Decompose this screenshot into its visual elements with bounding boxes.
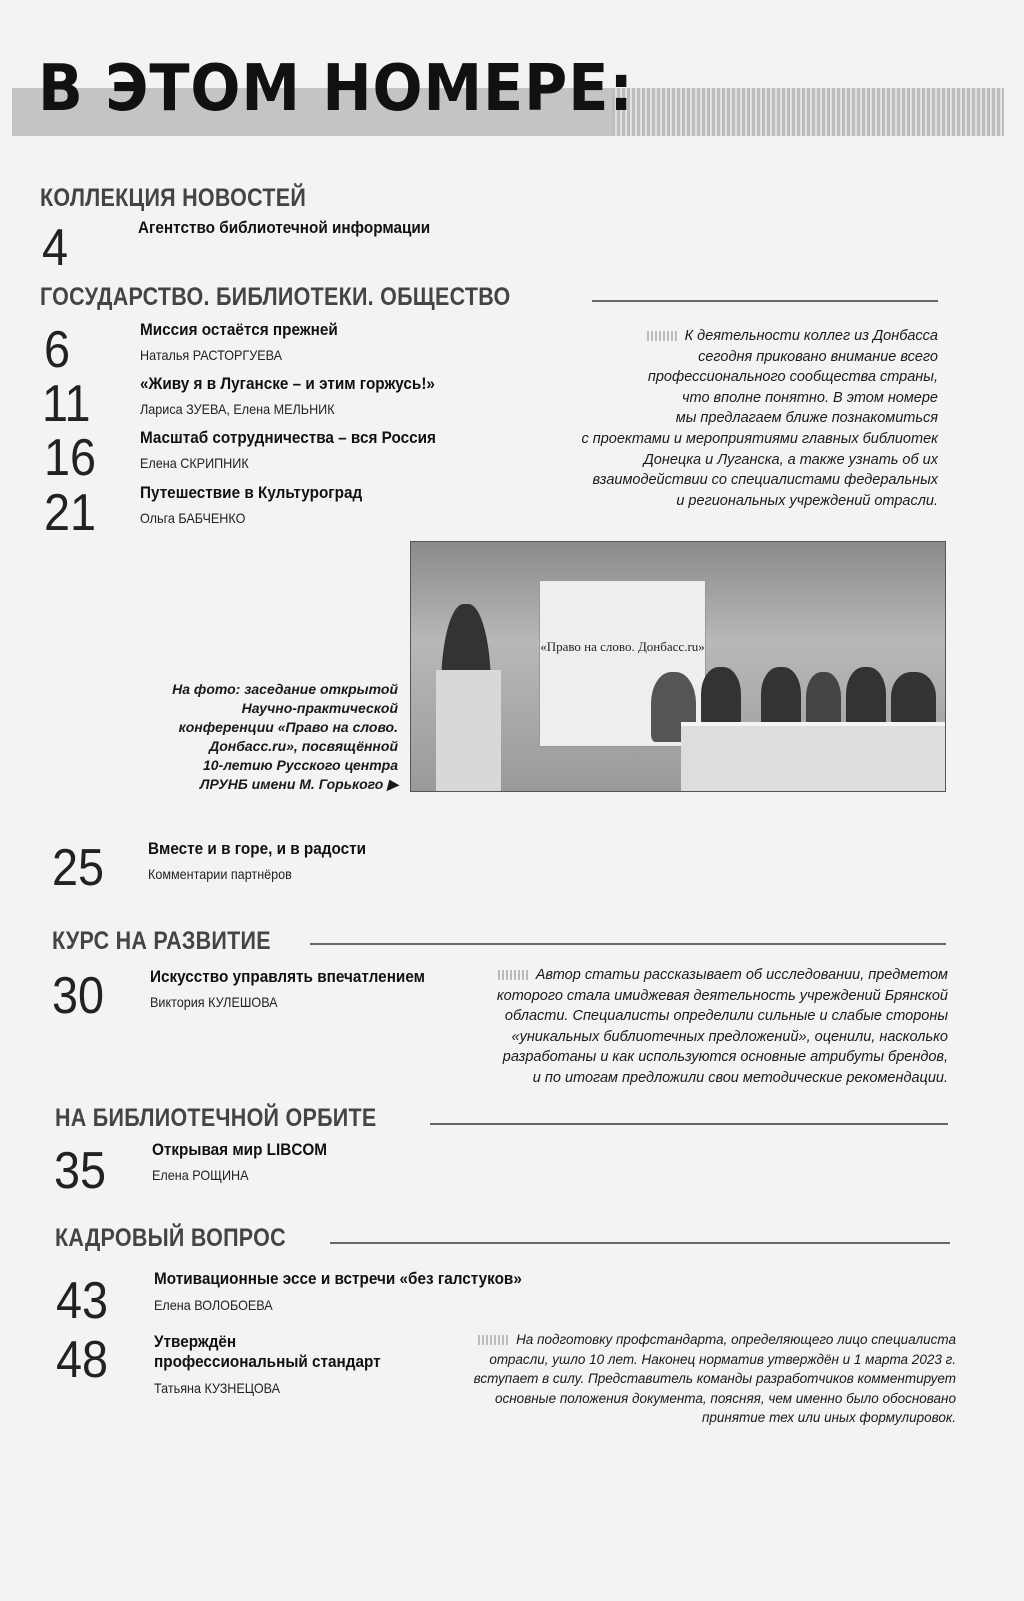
article-author: Комментарии партнёров bbox=[148, 866, 292, 882]
article-author: Елена РОЩИНА bbox=[152, 1167, 249, 1183]
article-title[interactable]: Вместе и в горе, и в радости bbox=[148, 839, 367, 858]
photo-banner: «Право на слово. Донбасс.ru» bbox=[539, 580, 706, 747]
article-author: Наталья РАСТОРГУЕВА bbox=[140, 347, 283, 363]
panel-figure bbox=[846, 667, 886, 727]
page-number: 21 bbox=[44, 484, 97, 542]
section-heading: КОЛЛЕКЦИЯ НОВОСТЕЙ bbox=[40, 184, 307, 212]
article-title-continued[interactable]: профессиональный стандарт bbox=[154, 1352, 381, 1371]
section-rule bbox=[310, 943, 946, 945]
page-number: 16 bbox=[44, 429, 97, 487]
page-number: 25 bbox=[52, 839, 105, 897]
page-number: 43 bbox=[56, 1272, 109, 1330]
conference-table bbox=[681, 722, 946, 791]
article-title[interactable]: «Живу я в Луганске – и этим горжусь!» bbox=[140, 374, 435, 393]
page-title: В ЭТОМ НОМЕРЕ: bbox=[38, 52, 634, 126]
article-title[interactable]: Агентство библиотечной информации bbox=[138, 218, 431, 237]
panel-figure bbox=[891, 672, 936, 727]
page-number: 6 bbox=[44, 321, 71, 379]
photo-caption: На фото: заседание открытой Научно-практической конференции «Право на слово. Донбасс.ru», посвящённой 10-летию Русского центра ЛРУНБ имени М. Горького ▶ bbox=[172, 681, 398, 792]
article-author: Виктория КУЛЕШОВА bbox=[150, 994, 278, 1010]
article-author: Елена ВОЛОБОЕВА bbox=[154, 1297, 273, 1313]
section-rule bbox=[330, 1242, 950, 1244]
panel-figure bbox=[806, 672, 841, 727]
article-title[interactable]: Утверждён bbox=[154, 1332, 237, 1351]
blurb-marker-icon bbox=[498, 970, 528, 980]
page-number: 35 bbox=[54, 1142, 107, 1200]
blurb-marker-icon bbox=[478, 1335, 508, 1345]
article-title[interactable]: Искусство управлять впечатлением bbox=[150, 967, 425, 986]
blurb-marker-icon bbox=[647, 331, 677, 341]
section-blurb: Автор статьи рассказывает об исследовании, предметом которого стала имиджевая деятельность учреждений Брянской области. Специалисты определили сильные и слабые стороны «уникальных библиотечных предложений», оценили, насколько разработаны и как используются основные атрибуты брендов, и по итогам предложили свои методические рекомендации. bbox=[496, 967, 948, 1086]
article-title[interactable]: Путешествие в Культуроград bbox=[140, 483, 363, 502]
page-number: 30 bbox=[52, 967, 105, 1025]
section-blurb: К деятельности коллег из Донбасса сегодня приковано внимание всего профессионального сообщества страны, что вполне понятно. В этом номере мы предлагаем ближе познакомиться с проектами и мероприятиями главных библиотек Донецка и Луганска, а также узнать об их взаимодействии со специалистами федеральных и региональных учреждений отрасли. bbox=[581, 328, 938, 509]
page-number: 4 bbox=[42, 219, 69, 277]
section-heading: ГОСУДАРСТВО. БИБЛИОТЕКИ. ОБЩЕСТВО bbox=[40, 283, 511, 311]
panel-figure bbox=[701, 667, 741, 727]
section-heading: НА БИБЛИОТЕЧНОЙ ОРБИТЕ bbox=[55, 1104, 377, 1132]
article-title[interactable]: Мотивационные эссе и встречи «без галстуков» bbox=[154, 1269, 522, 1288]
conference-photo bbox=[410, 541, 946, 792]
page-number: 11 bbox=[42, 375, 91, 433]
section-blurb: На подготовку профстандарта, определяющего лицо специалиста отрасли, ушло 10 лет. Наконец норматив утверждён и 1 марта 2023 г. вступает в силу. Представитель команды разработчиков комментирует основные положения документа, поясняя, чем именно было обосновано принятие тех или иных формулировок. bbox=[473, 1332, 956, 1425]
article-author: Лариса ЗУЕВА, Елена МЕЛЬНИК bbox=[140, 401, 335, 417]
article-title[interactable]: Масштаб сотрудничества – вся Россия bbox=[140, 428, 436, 447]
section-rule bbox=[592, 300, 938, 302]
article-author: Елена СКРИПНИК bbox=[140, 455, 249, 471]
section-heading: КАДРОВЫЙ ВОПРОС bbox=[55, 1224, 286, 1252]
section-heading: КУРС НА РАЗВИТИЕ bbox=[52, 927, 271, 955]
page-number: 48 bbox=[56, 1331, 109, 1389]
article-author: Ольга БАБЧЕНКО bbox=[140, 510, 246, 526]
article-author: Татьяна КУЗНЕЦОВА bbox=[154, 1380, 281, 1396]
article-title[interactable]: Открывая мир LIBCOM bbox=[152, 1140, 328, 1159]
podium bbox=[436, 670, 501, 791]
section-rule bbox=[430, 1123, 948, 1125]
article-title[interactable]: Миссия остаётся прежней bbox=[140, 320, 338, 339]
panel-figure bbox=[761, 667, 801, 727]
